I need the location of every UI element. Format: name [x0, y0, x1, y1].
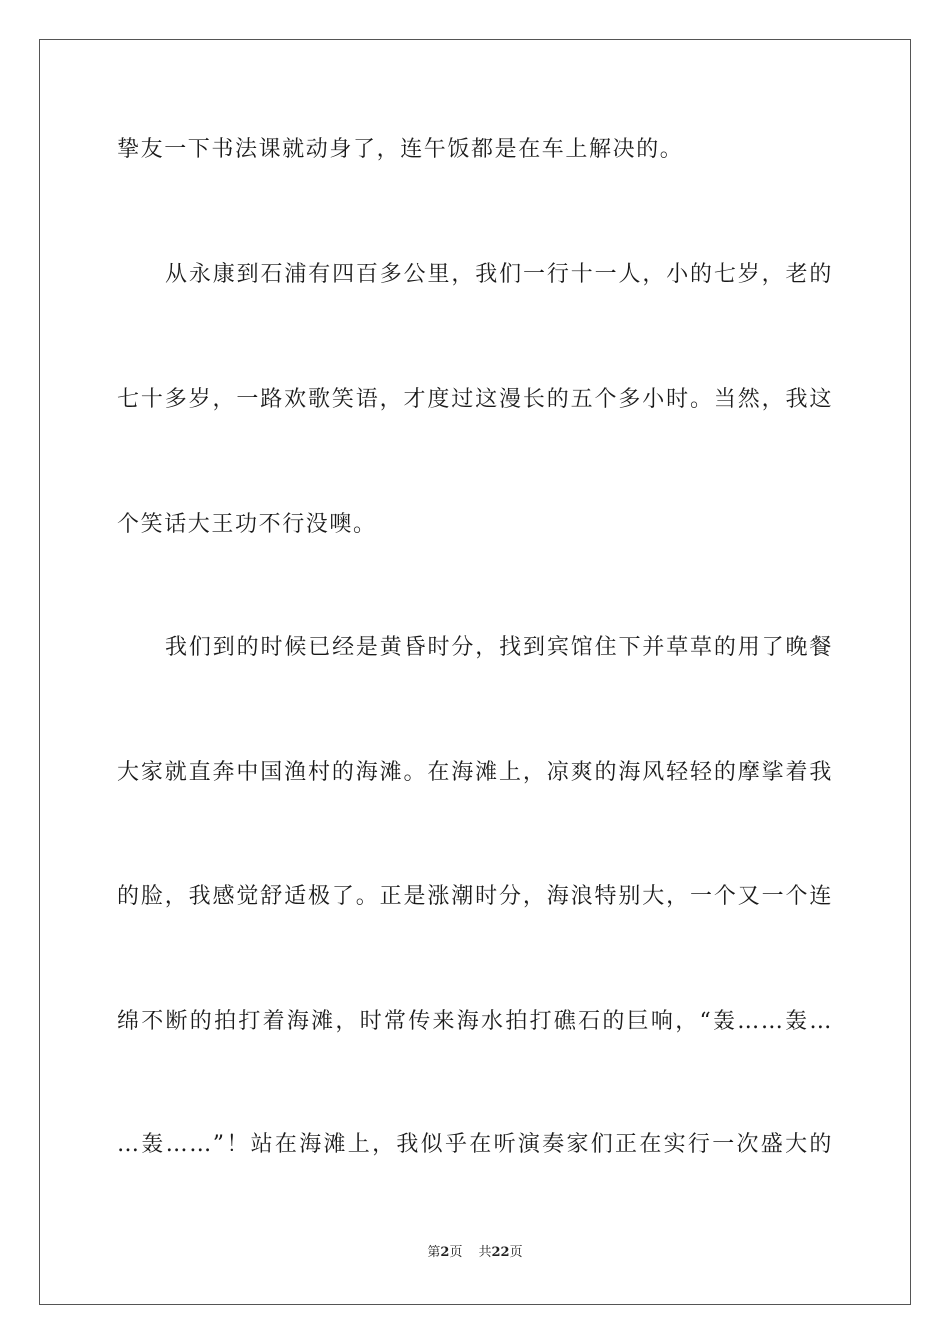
text-line-3: 七十多岁，一路欢歌笑语，才度过这漫长的五个多小时。当然，我这 [117, 387, 833, 412]
page-border [39, 39, 911, 1305]
text-line-2: 从永康到石浦有四百多公里，我们一行十一人，小的七岁，老的 [165, 262, 833, 287]
text-line-5: 我们到的时候已经是黄昏时分，找到宾馆住下并草草的用了晚餐 [165, 635, 833, 660]
page-suffix: 页 [449, 1245, 463, 1260]
text-line-8: 绵不断的拍打着海滩，时常传来海水拍打礁石的巨响，“轰……轰… [117, 1009, 833, 1034]
total-suffix: 页 [509, 1245, 523, 1260]
page-number: 2 [440, 1245, 450, 1260]
text-line-4: 个笑话大王功不行没噢。 [117, 512, 377, 537]
text-line-6: 大家就直奔中国渔村的海滩。在海滩上，凉爽的海风轻轻的摩挲着我 [117, 760, 833, 785]
text-line-7: 的脸，我感觉舒适极了。正是涨潮时分，海浪特别大，一个又一个连 [117, 884, 833, 909]
text-line-1: 挚友一下书法课就动身了，连午饭都是在车上解决的。 [117, 137, 684, 162]
total-pages: 22 [491, 1245, 510, 1260]
page-footer [0, 1244, 950, 1262]
page-prefix: 第 [427, 1245, 441, 1260]
text-line-9: …轰……”！站在海滩上，我似乎在听演奏家们正在实行一次盛大的 [117, 1132, 833, 1157]
total-prefix: 共 [478, 1245, 492, 1260]
